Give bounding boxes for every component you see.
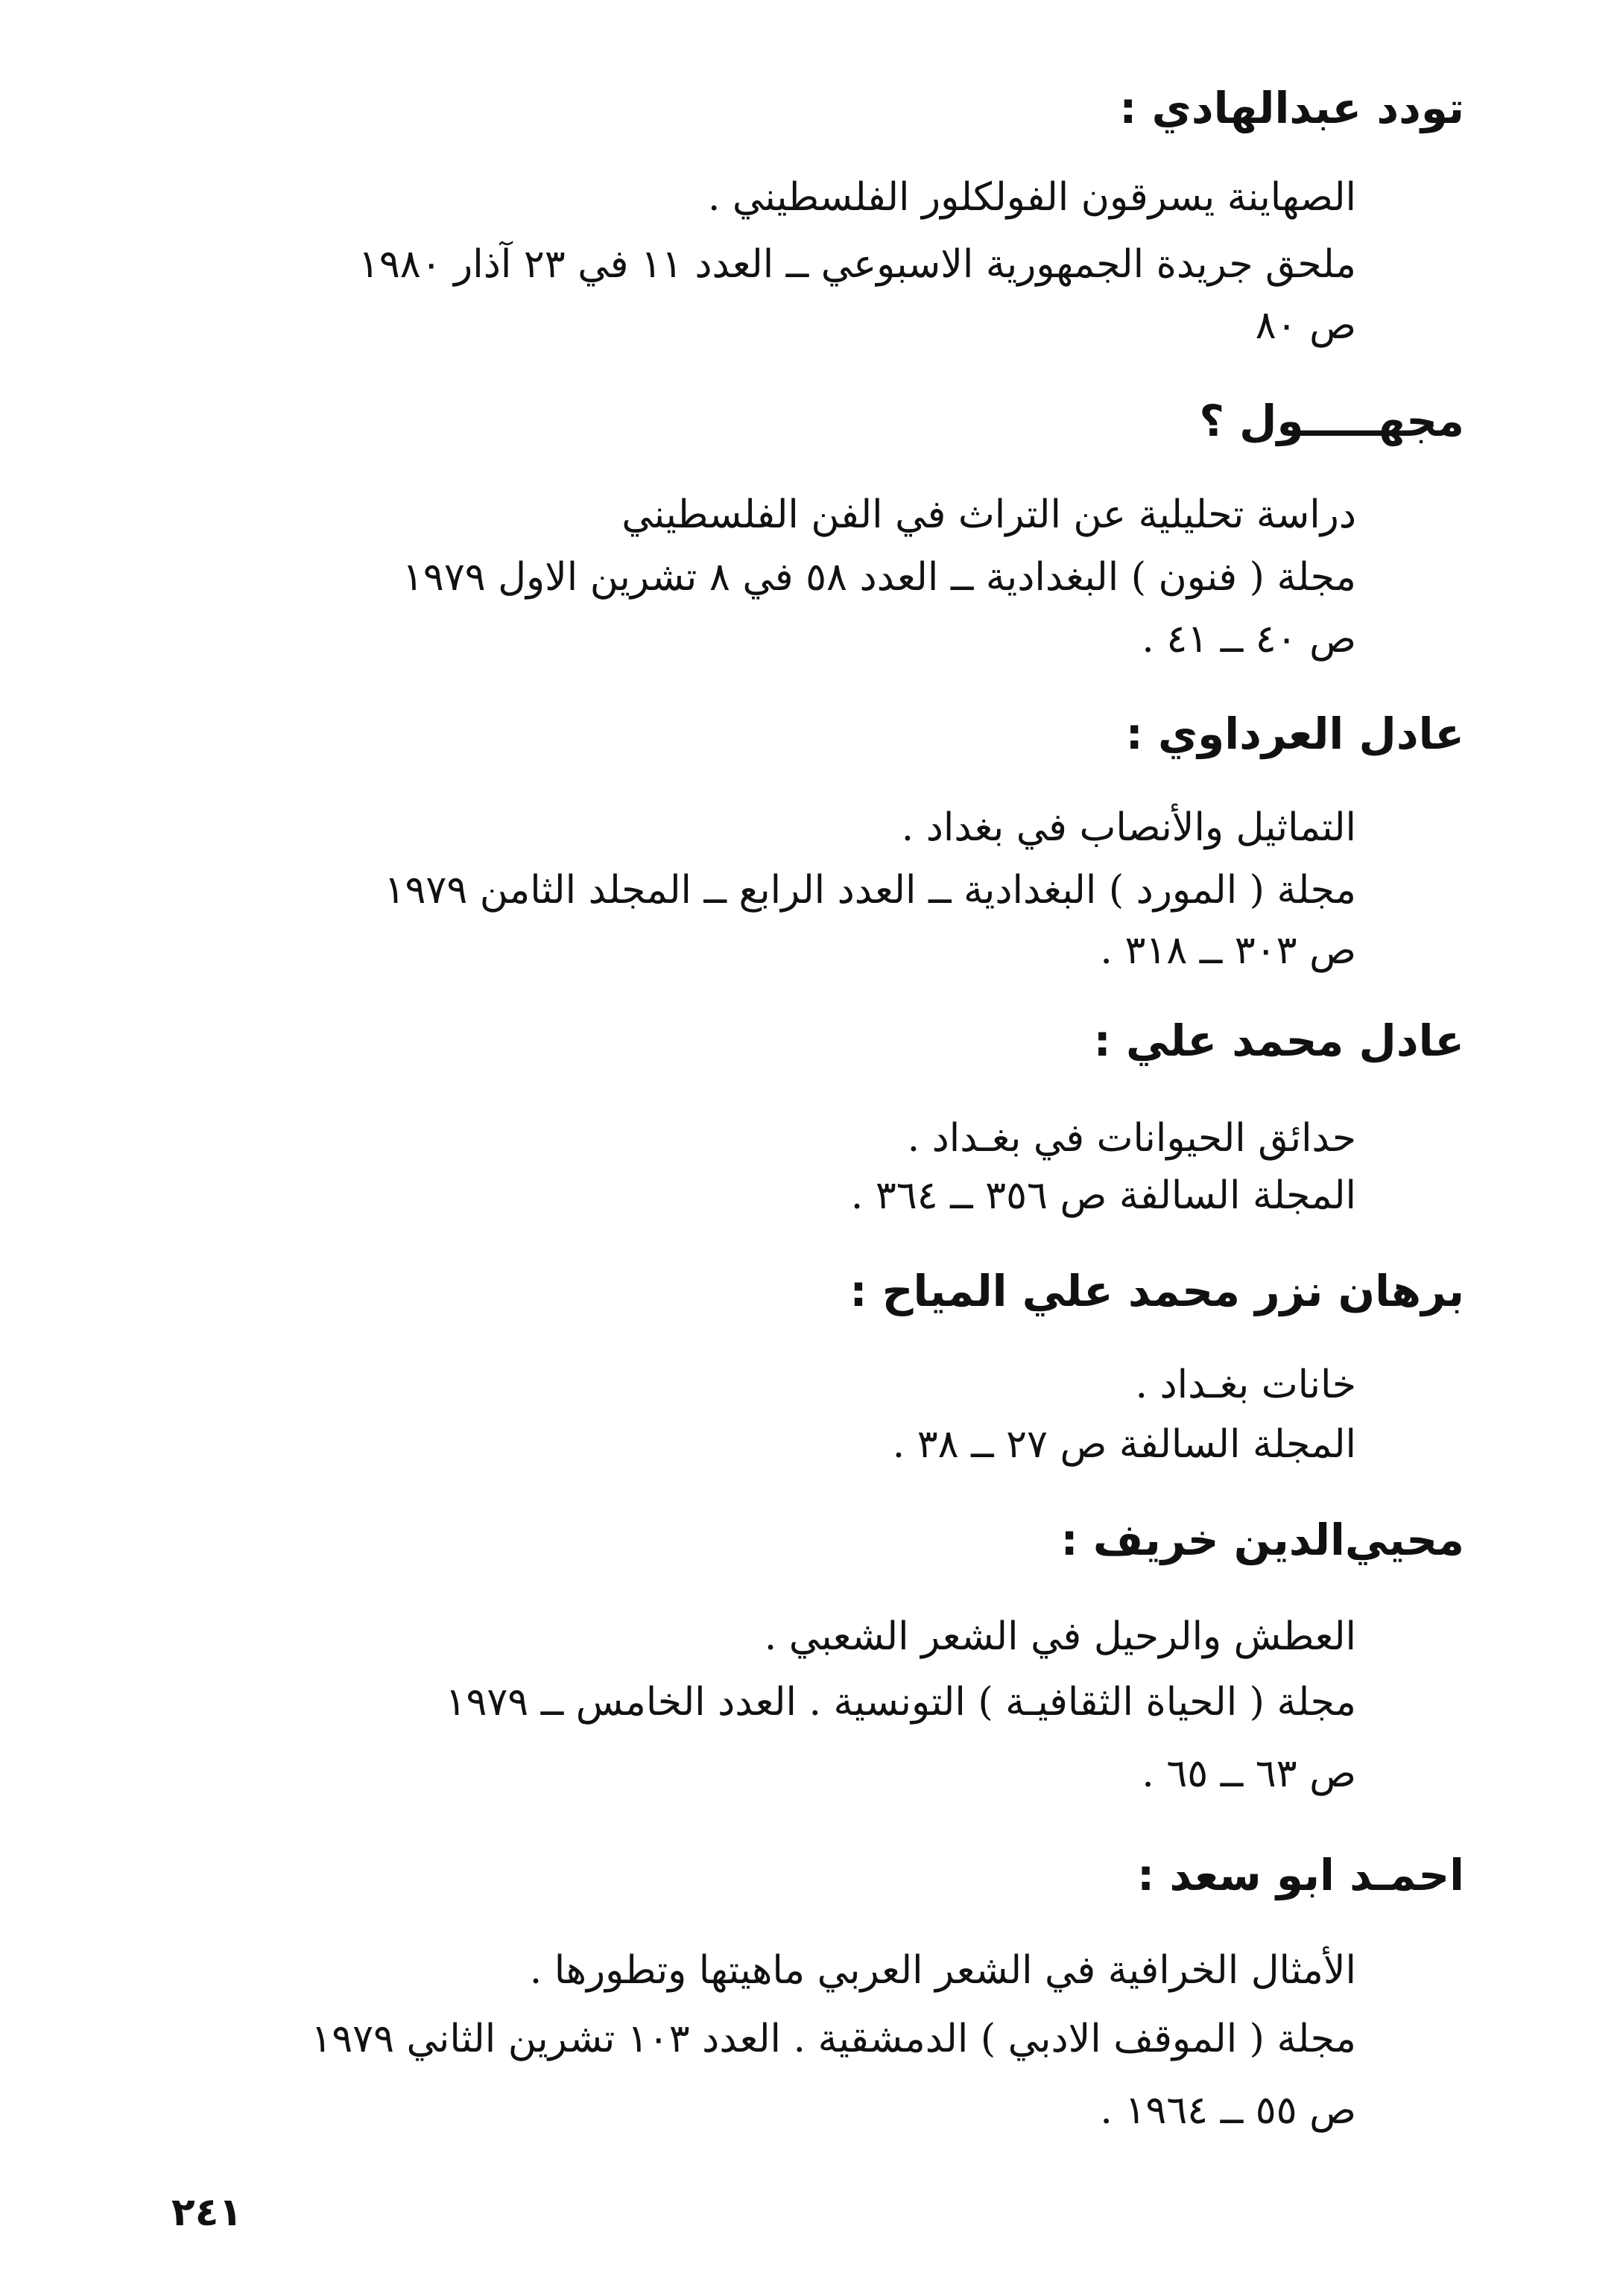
entry-pages: ص ٦٣ ــ ٦٥ . (1142, 1751, 1356, 1796)
entry-source: ملحق جريدة الجمهورية الاسبوعي ــ العدد ١١ في ٢٣ آذار ١٩٨٠ (358, 242, 1356, 287)
author-heading: عادل العرداوي : (1125, 708, 1464, 759)
entry-pages: ص ٥٥ ــ ١٩٦٤ . (1100, 2088, 1356, 2133)
entry-title: حدائق الحيوانات في بغـداد . (907, 1116, 1356, 1161)
entry-source: مجلة ( الحياة الثقافيـة ) التونسية . العدد الخامس ــ ١٩٧٩ (445, 1680, 1356, 1725)
entry-pages: ص ٨٠ (1255, 303, 1356, 348)
author-heading: مجهـــــول ؟ (1199, 396, 1464, 446)
entry-source: مجلة ( فنون ) البغدادية ــ العدد ٥٨ في ٨ تشرين الاول ١٩٧٩ (402, 555, 1356, 600)
author-heading: عادل محمد علي : (1093, 1015, 1464, 1066)
author-heading: احمـد ابو سعد : (1137, 1850, 1464, 1900)
entry-pages: ص ٣٠٣ ــ ٣١٨ . (1100, 928, 1356, 973)
author-heading: برهان نزر محمد علي المياح : (849, 1266, 1464, 1316)
entry-pages: ص ٤٠ ــ ٤١ . (1142, 617, 1356, 662)
page-number: ٢٤١ (171, 2190, 243, 2235)
entry-title: الأمثال الخرافية في الشعر العربي ماهيتها وتطورها . (529, 1948, 1356, 1993)
entry-pages: المجلة السالفة ص ٢٧ ــ ٣٨ . (892, 1422, 1356, 1467)
entry-title: خانات بغـداد . (1135, 1363, 1356, 1407)
entry-pages: المجلة السالفة ص ٣٥٦ ــ ٣٦٤ . (850, 1173, 1356, 1218)
entry-title: الصهاينة يسرقون الفولكلور الفلسطيني . (707, 175, 1356, 220)
entry-title: التماثيل والأنصاب في بغداد . (901, 805, 1356, 850)
entry-source: مجلة ( المورد ) البغدادية ــ العدد الرابع ــ المجلد الثامن ١٩٧٩ (384, 868, 1356, 913)
author-heading: تودد عبدالهادي : (1119, 83, 1464, 133)
entry-title: دراسة تحليلية عن التراث في الفن الفلسطيني (621, 492, 1356, 537)
author-heading: محيي‌الدين خريف : (1060, 1515, 1464, 1565)
entry-source: مجلة ( الموقف الادبي ) الدمشقية . العدد ١٠٣ تشرين الثاني ١٩٧٩ (311, 2017, 1356, 2061)
entry-title: العطش والرحيل في الشعر الشعبي . (764, 1614, 1356, 1659)
